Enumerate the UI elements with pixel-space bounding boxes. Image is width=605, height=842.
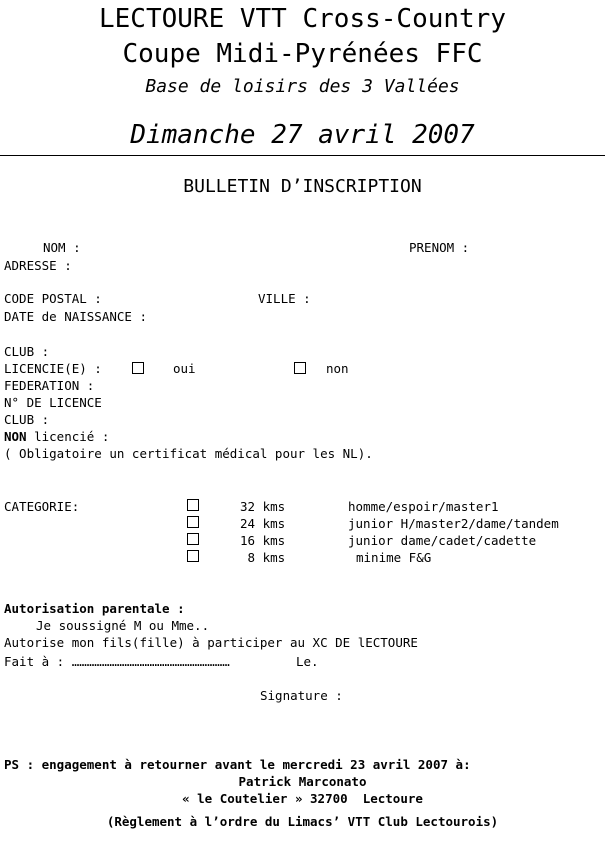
adresse-label: ADRESSE : (4, 258, 72, 273)
category-name: minime F&G (356, 550, 432, 565)
category-name: junior H/master2/dame/tandem (348, 516, 559, 531)
category-distance: 8 kms (240, 550, 286, 565)
fait-a-label: Fait à : ……………………………………………………… (4, 654, 230, 669)
date-naissance-label: DATE de NAISSANCE : (4, 309, 147, 324)
licencie-non-label: non (326, 361, 349, 376)
club-label: CLUB : (4, 344, 50, 359)
licence-number-label: N° DE LICENCE (4, 395, 102, 410)
autorisation-line2: Autorise mon fils(fille) à participer au XC DE lECTOURE (4, 635, 418, 650)
event-title: LECTOURE VTT Cross-Country (99, 4, 506, 34)
nom-label: NOM : (43, 240, 81, 255)
code-postal-label: CODE POSTAL : (4, 291, 102, 306)
event-cup: Coupe Midi-Pyrénées FFC (122, 39, 483, 69)
club-label-2: CLUB : (4, 412, 50, 427)
category-checkbox-8[interactable] (187, 550, 199, 562)
reglement-note: (Règlement à l’ordre du Limacs’ VTT Club Lectourois) (106, 814, 499, 829)
event-venue: Base de loisirs des 3 Vallées (145, 76, 460, 97)
federation-label: FEDERATION : (4, 378, 95, 393)
non-licencie-bold: NON (4, 429, 27, 444)
contact-address: « le Coutelier » 32700 Lectoure (182, 791, 423, 806)
licencie-oui-checkbox[interactable] (132, 362, 144, 374)
category-name: junior dame/cadet/cadette (348, 533, 537, 548)
contact-name: Patrick Marconato (238, 774, 367, 789)
category-distance: 32 kms (240, 499, 286, 514)
category-checkbox-24[interactable] (187, 516, 199, 528)
autorisation-line1: Je soussigné M ou Mme.. (36, 618, 210, 633)
event-date: Dimanche 27 avril 2007 (130, 120, 475, 150)
header-divider (0, 155, 605, 156)
category-checkbox-16[interactable] (187, 533, 199, 545)
non-licencie-rest: licencié : (26, 429, 110, 444)
category-distance: 16 kms (240, 533, 286, 548)
certificat-note: ( Obligatoire un certificat médical pour les NL). (4, 446, 373, 461)
category-name: homme/espoir/master1 (348, 499, 499, 514)
ville-label: VILLE : (258, 291, 311, 306)
autorisation-title: Autorisation parentale : (4, 601, 185, 616)
signature-label: Signature : (260, 688, 343, 703)
le-label: Le. (296, 654, 319, 669)
form-heading: BULLETIN D’INSCRIPTION (183, 176, 422, 197)
prenom-label: PRENOM : (409, 240, 470, 255)
non-licencie-label (4, 429, 109, 444)
licencie-oui-label: oui (173, 361, 196, 376)
ps-note: PS : engagement à retourner avant le mercredi 23 avril 2007 à: (4, 757, 471, 772)
category-distance: 24 kms (240, 516, 286, 531)
licencie-label: LICENCIE(E) : (4, 361, 102, 376)
category-checkbox-32[interactable] (187, 499, 199, 511)
categorie-label: CATEGORIE: (4, 499, 80, 514)
licencie-non-checkbox[interactable] (294, 362, 306, 374)
